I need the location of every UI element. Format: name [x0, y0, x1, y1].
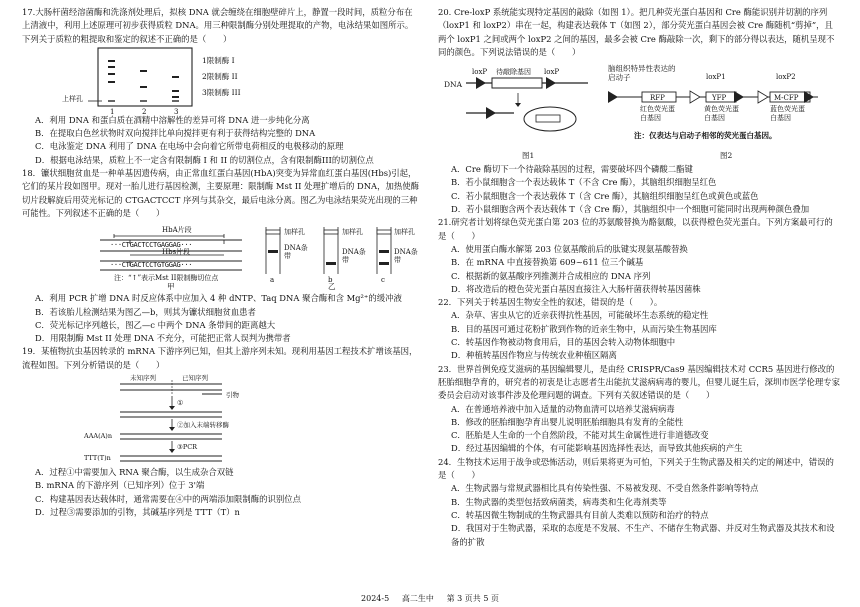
left-column [22, 6, 420, 519]
q19-option-b: B. mRNA 的下游序列（已知序列）位于 3'端 [35, 480, 205, 491]
q18-hba-label: HbA片段 [162, 226, 192, 235]
q22-option-a: A．杂草、害虫从它的近亲获得抗性基因，可能破坏生态系统的稳定性 [451, 310, 709, 321]
q20-loxp1-label: loxP1 [706, 73, 726, 82]
question-22-stem: 22．下列关于转基因生物安全性的叙述，错误的是（ ）。 [438, 297, 663, 308]
q24-option-a: A．生物武器与常规武器相比具有传染性强、不易被发现、不受自然条件影响等特点 [451, 483, 759, 494]
right-column [438, 6, 840, 549]
q22-option-d: D．种植转基因作物应与传统农业种植区隔离 [451, 350, 617, 361]
q24-option-c: C．转基因微生物制成的生物武器具有目前人类难以预防和治疗的特点 [451, 509, 709, 520]
q20-fig2-note: 注：仅表达与启动子相邻的荧光蛋白基因。 [634, 131, 777, 141]
question-20-stem: 20. Cre-loxP 系统能实现特定基因的敲除（如图 1）。把几种荧光蛋白基因和 Cre 酶能识别并切割的序列（loxP1 和 loxP2）串在一起，构建表达载体 T（如图 2），部分荧光蛋白基因会被 Cre 酶随机“剪掉”，且两个 loxP1 之间或两个 loxP2 之间的基因，最多会被 Cre 酶敲除一次，剩下的部分得以表达，随机呈现不同的颜色。下列说法错误的是（ ） [438, 7, 835, 57]
question-18 [22, 167, 420, 345]
q18-well-c: 加样孔 [394, 228, 415, 237]
q17-option-d: D．根据电泳结果，质粒上不一定含有限制酶 I 和 II 的切割位点，含有限制酶III的切割位点 [35, 154, 374, 165]
q18-option-c: C．荧光标记序列越长，图乙—c 中两个 DNA 条带间的距离越大 [35, 319, 276, 330]
q24-option-d: D．我国对于生物武器，采取的态度是不发展、不生产、不储存生物武器、并反对生物武器及其技术和设备的扩散 [451, 523, 835, 547]
q18-hbs-label: Hbs片段 [162, 248, 191, 257]
q23-option-a: A．在普通培养液中加入适量的动物血清可以培养艾滋病病毒 [451, 403, 675, 414]
q18-well-b: 加样孔 [342, 228, 363, 237]
q18-lane-a: a [270, 276, 275, 285]
q21-option-d: D．将改造后的橙色荧光蛋白基因直接注入大肠杆菌获得转基因菌株 [451, 283, 701, 294]
question-21 [438, 216, 840, 296]
q20-fig1-label: 图1 [522, 151, 535, 161]
q23-option-b: B．修改的胚胎细胞孕育出婴儿说明胚胎细胞具有发育的全能性 [451, 416, 684, 427]
q17-gel-figure [22, 46, 420, 114]
q19-aaa-label: AAA(A)n [84, 432, 113, 441]
q18-lane-b: b [328, 276, 333, 285]
q20-loxp-left: loxP [472, 68, 488, 77]
q19-primer-label: 引物 [226, 391, 239, 400]
q20-target-gene: 待敲除基因 [496, 68, 531, 77]
q20-gene-rfp: RFP [650, 94, 665, 103]
q18-seq-mutant: ···CTGACTCCTGTGGAG··· [110, 261, 193, 270]
q19-option-a: A．过程①中需要加入 RNA 聚合酶，以生成杂合双链 [35, 467, 234, 478]
question-20 [438, 6, 840, 216]
q18-label-yi: 乙 [328, 282, 336, 292]
question-18-stem: 18．镰状细胞贫血是一种单基因遗传病，由正常血红蛋白基因(HbA)突变为异常血红蛋白基因(Hbs)引起，它们的某片段如图甲。现对一胎儿进行基因检测，主要原理：限制酶 Mst II 处理扩增后的 DNA，加热使酶切片段解旋后用荧光标记的 CTGACTCCT 序列与其杂交，最后电泳分离。图乙为电泳结果荧光出现的三种可能性。下列叙述不正确的是（ ） [22, 168, 419, 218]
q20-loxp2-label: loxP2 [776, 73, 796, 82]
q20-gene-mcfp: M-CFP [774, 94, 799, 103]
q24-option-b: B．生物武器的类型包括致病菌类，病毒类和生化毒剂类等 [451, 496, 667, 507]
q17-lane-3: 3 [174, 107, 179, 116]
q17-option-a: A．利用 DNA 和蛋白质在酒精中溶解性的差异可将 DNA 进一步纯化分离 [35, 114, 310, 125]
q18-well-a: 加样孔 [284, 228, 305, 237]
question-17 [22, 6, 420, 167]
q17-enzyme-label-3: 3限制酶 III [202, 87, 241, 97]
q20-color-blue: 蓝色荧光蛋白基因 [770, 105, 805, 123]
question-22 [438, 296, 840, 362]
question-24 [438, 456, 840, 549]
q19-step2: ②加入末端转移酶 [177, 421, 229, 430]
q23-option-c: C．胚胎是人生命的一个自然阶段，不能对其生命属性进行非道德改变 [451, 430, 709, 441]
q19-flow-diagram [22, 374, 322, 464]
q19-known-label: 已知序列 [182, 374, 208, 383]
q21-option-b: B．在 mRNA 中直接替换第 609~611 位三个碱基 [451, 257, 644, 268]
q17-enzyme-label-1: 1限制酶 I [202, 55, 235, 65]
q17-lane-1: 1 [110, 107, 115, 116]
q17-option-b: B．在提取白色丝状物时双向搅拌比单向搅拌更有利于获得结构完整的 DNA [35, 128, 316, 139]
q20-option-a: A．Cre 酶切下一个待敲除基因的过程，需要破坏四个磷酸二酯键 [451, 164, 693, 175]
page-footer [0, 592, 860, 605]
q17-enzyme-label-2: 2限制酶 II [202, 71, 238, 81]
q17-lane-2: 2 [142, 107, 147, 116]
q18-band-b: DNA条带 [342, 248, 366, 265]
question-23 [438, 363, 840, 456]
question-17-stem: 17.大肠杆菌经溶菌酶和洗涤剂处理后，拟核 DNA 就会缠绕在细胞壁碎片上，静置一段时间，质粒分布在上清液中，利用上述原理可初步获得质粒 DNA。用三种限制酶分别处理提取的产物，电泳结果如图所示。下列关于质粒的粗提取和鉴定的叙述不正确的是（ ） [22, 7, 414, 44]
q19-step3: ③PCR [177, 443, 198, 452]
question-19-stem: 19．某植物抗虫基因转录的 mRNA 下游序列已知，但其上游序列未知。现利用基因工程技术扩增该基因，流程如图。下列分析错误的是（ ） [22, 346, 418, 370]
question-24-stem: 24．生物技术运用于战争或恐怖活动，则后果将更为可怕，下列关于生物武器及相关约定的阐述中，错误的是（ ） [438, 456, 834, 481]
q17-option-c: C．电泳鉴定 DNA 利用了 DNA 在电场中会向着它所带电荷相反的电极移动的原理 [35, 141, 344, 152]
footer-course: 高二生中 [401, 594, 434, 603]
q22-option-b: B．目的基因可通过花粉扩散到作物的近亲生物中，从而污染生物基因库 [451, 323, 717, 334]
q20-loxp-right: loxP [544, 68, 560, 77]
question-19 [22, 345, 420, 519]
q19-unknown-label: 未知序列 [130, 374, 156, 383]
q21-option-c: C．根据新的氨基酸序列推测并合成相应的 DNA 序列 [451, 270, 651, 281]
q19-option-d: D．过程③需要添加的引物，其碱基序列是 TTT（T）n [35, 506, 240, 517]
q18-figure [22, 222, 420, 290]
q20-promoter-label: 脑组织特异性表达的启动子 [608, 64, 676, 83]
q20-option-c: C．若小鼠细胞含一个表达载体 T（含 Cre 酶），其脑组织细胞呈红色或黄色或蓝色 [451, 190, 759, 201]
q20-gene-yfp: YFP [712, 94, 727, 103]
question-21-stem: 21.研究者计划将绿色荧光蛋白第 203 位的苏氨酸替换为酪氨酸，以获得橙色荧光蛋白。下列方案最可行的是（ ） [438, 217, 833, 241]
q22-option-c: C．转基因作物被动物食用后，目的基因会转入动物体细胞中 [451, 337, 676, 348]
question-23-stem: 23．世界首例免疫艾滋病的基因编辑婴儿，是由经 CRISPR/Cas9 基因编辑技术对 CCR5 基因进行修改的胚胎细胞孕育的，研究者的初衷是让志愿者生出能抗艾滋病病毒的婴儿，但婴儿诞生后，深圳市医学伦理专家委员会启动对该事件涉及伦理问题的调查。下列有关叙述错误的是（ ） [438, 363, 840, 401]
q17-origin-label: 上样孔 [62, 94, 83, 103]
q18-seq-normal: ···CTGACTCCTGAGGAG··· [110, 241, 193, 250]
q19-option-c: C．构建基因表达载体时，通常需要在④中的两端添加限制酶的识别位点 [35, 493, 302, 504]
q20-option-b: B．若小鼠细胞含一个表达载体 T（不含 Cre 酶），其脑组织细胞呈红色 [451, 177, 717, 188]
q23-option-d: D．经过基因编辑的个体，有可能影响基因选择性表达，而导致其他疾病的产生 [451, 443, 743, 454]
q20-color-red: 红色荧光蛋白基因 [640, 105, 675, 123]
q20-color-yellow: 黄色荧光蛋白基因 [704, 105, 739, 123]
q20-option-d: D．若小鼠细胞含两个表达载体 T（含 Cre 酶），其脑组织中一个细胞可能同时出现两种颜色叠加 [451, 204, 810, 215]
q18-option-a: A．利用 PCR 扩增 DNA 时反应体系中应加入 4 种 dNTP、Taq DNA 聚合酶和含 Mg²⁺的缓冲液 [35, 293, 402, 304]
q19-step1: ① [177, 399, 184, 408]
q20-dna-label: DNA [444, 80, 462, 90]
footer-page: 第 3 页共 5 页 [446, 594, 499, 603]
q20-fig2-label: 图2 [720, 151, 733, 161]
footer-date: 2024-5 [361, 594, 390, 603]
q20-figure [438, 61, 840, 161]
q18-label-jia: 甲 [167, 282, 175, 292]
q18-lane-c: c [381, 276, 385, 285]
q18-note: 注：“↑”表示Mst II限制酶切位点 [114, 274, 219, 283]
q18-band-c: DNA条带 [394, 248, 418, 265]
q19-figure [22, 374, 420, 464]
q18-option-d: D．用限制酶 Mst II 处理 DNA 不充分，可能把正常人误判为携带者 [35, 333, 291, 344]
q18-band-a: DNA条带 [284, 244, 308, 261]
q18-option-b: B．若该胎儿检测结果为图乙—b，则其为镰状细胞贫血患者 [35, 306, 256, 317]
q19-ttt-label: TTT(T)n [84, 454, 111, 463]
q21-option-a: A．使用蛋白酶水解第 203 位氨基酸前后的肽键实现氨基酸替换 [451, 243, 688, 254]
